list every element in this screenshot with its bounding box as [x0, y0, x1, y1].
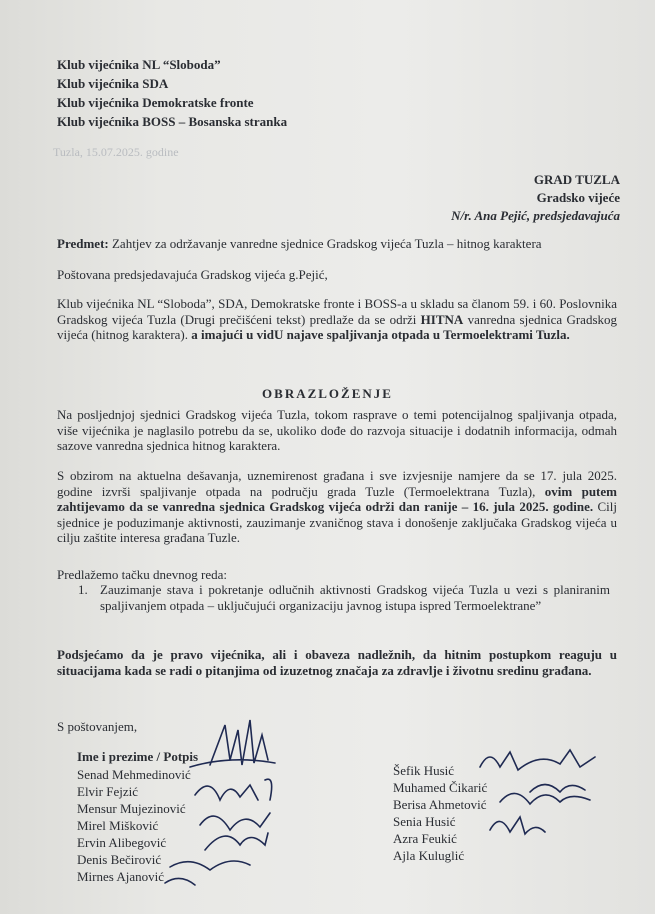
agenda-intro: Predlažemo tačku dnevnog reda: [57, 567, 228, 582]
reason-text-2: Cilj sjednice je poduzimanje aktivnosti, zauzimanje zvaničnog stava i donošenje zaključaka Gradskog vijeća u cilju zaštite interesa građana Tuzle. [57, 499, 617, 545]
subject-label: Predmet: [57, 236, 109, 251]
reminder-paragraph: Podsjećamo da je pravo vijećnika, ali i obaveza nadležnih, da hitnim postupkom reaguju u situacijama kada se radi o pitanjima od izuzetnog značaja za zdravlje i životnu sredinu građana. [57, 647, 617, 678]
intro-text-2: vanredna sjednica Gradskog vijeća (hitnog karaktera). [57, 311, 618, 342]
signer-name: Azra Feukić [393, 831, 457, 846]
reason-paragraph-2 [57, 468, 617, 546]
agenda-number: 1. [78, 582, 88, 597]
signature-stroke [480, 750, 595, 770]
left-signatures-graphic [150, 705, 320, 890]
recipient-line-3: N/r. Ana Pejić, predsjedavajuća [451, 208, 620, 223]
signer-name: Senad Mehmedinović [77, 767, 191, 782]
subject-line [57, 236, 542, 252]
reason-bold: ovim putem zahtijevamo da se vanredna sjednica Gradskog vijeća održi dan ranije – 16. jula 2025. godine. [57, 483, 617, 514]
signer-name: Denis Bečirović [77, 852, 162, 867]
signature-stroke [195, 779, 272, 800]
intro-text-1: Klub vijećnika NL “Sloboda”, SDA, Demokratske fronte i BOSS-a u skladu sa članom 59. i 60. Poslovnika Gradskog vijeća Tuzla (Drugi prečišćeni tekst) predlaže da se održi [57, 296, 617, 327]
subject-text: Zahtjev za održavanje vanredne sjednice Gradskog vijeća Tuzla – hitnog karaktera [108, 236, 542, 251]
header-line-4: Klub vijećnika BOSS – Bosanska stranka [57, 114, 288, 129]
signer-name: Mirel Mišković [77, 818, 159, 833]
signer-name: Elvir Fejzić [77, 784, 139, 799]
signer-name: Muhamed Čikarić [393, 780, 488, 795]
signer-name: Šefik Husić [393, 763, 455, 778]
signature-stroke [170, 861, 250, 870]
header-line-3: Klub vijećnika Demokratske fronte [57, 95, 254, 110]
signer-name: Senia Husić [393, 814, 456, 829]
signature-stroke [205, 833, 268, 850]
signer-name: Mensur Mujezinović [77, 801, 186, 816]
signature-stroke [165, 878, 195, 885]
reason-text-1: S obzirom na aktuelna dešavanja, uznemirenost građana i sve izvjesnije namjere da se 17. jula 2025. godine izvrši spaljivanje otpada na području grada Tuzle (Termoelektrana Tuzla), [57, 468, 617, 499]
header-line-2: Klub vijećnika SDA [57, 76, 169, 91]
right-signatures-graphic [470, 742, 610, 852]
signer-name: Mirnes Ajanović [77, 869, 165, 884]
agenda-item: Zauzimanje stava i pokretanje odlučnih aktivnosti Gradskog vijeća Tuzla u vezi s planiranim spaljivanjem otpada – uključujući organizaciju javnog istupa ispred Termoelektrane” [100, 582, 610, 613]
signer-name: Ervin Alibegović [77, 835, 167, 850]
signature-stroke [530, 785, 585, 793]
letter-date: Tuzla, 15.07.2025. godine [53, 145, 179, 159]
header-line-1: Klub vijećnika NL “Sloboda” [57, 57, 221, 72]
intro-bold-1: HITNA [420, 311, 464, 327]
signer-name: Berisa Ahmetović [393, 797, 487, 812]
section-heading: OBRAZLOŽENJE [262, 386, 393, 401]
recipient-line-2: Gradsko vijeće [536, 190, 620, 205]
signers-header: Ime i prezime / Potpis [77, 749, 199, 764]
signer-name: Ajla Kuluglić [393, 848, 465, 863]
reason-paragraph-1: Na posljednjoj sjednici Gradskog vijeća Tuzla, tokom rasprave o temi potencijalnog spaljivanja otpada, više vijećnika je naglasilo potrebu da se, ukoliko dođe do razvoja situacije i dodatnih informacija, odmah sazove vanredna sjednica hitnog karaktera. [57, 407, 617, 453]
signature-stroke [190, 720, 275, 767]
closing: S poštovanjem, [57, 719, 138, 734]
intro-bold-2: a imajući u vidU najave spaljivanja otpada u Termoelektrami Tuzla. [191, 327, 570, 342]
intro-paragraph [57, 296, 617, 343]
salutation: Poštovana predsjedavajuća Gradskog vijeća g.Pejić, [57, 267, 328, 282]
recipient-line-1: GRAD TUZLA [533, 172, 620, 187]
signature-stroke [500, 793, 590, 804]
signature-stroke [200, 813, 270, 830]
signature-stroke [490, 817, 545, 834]
